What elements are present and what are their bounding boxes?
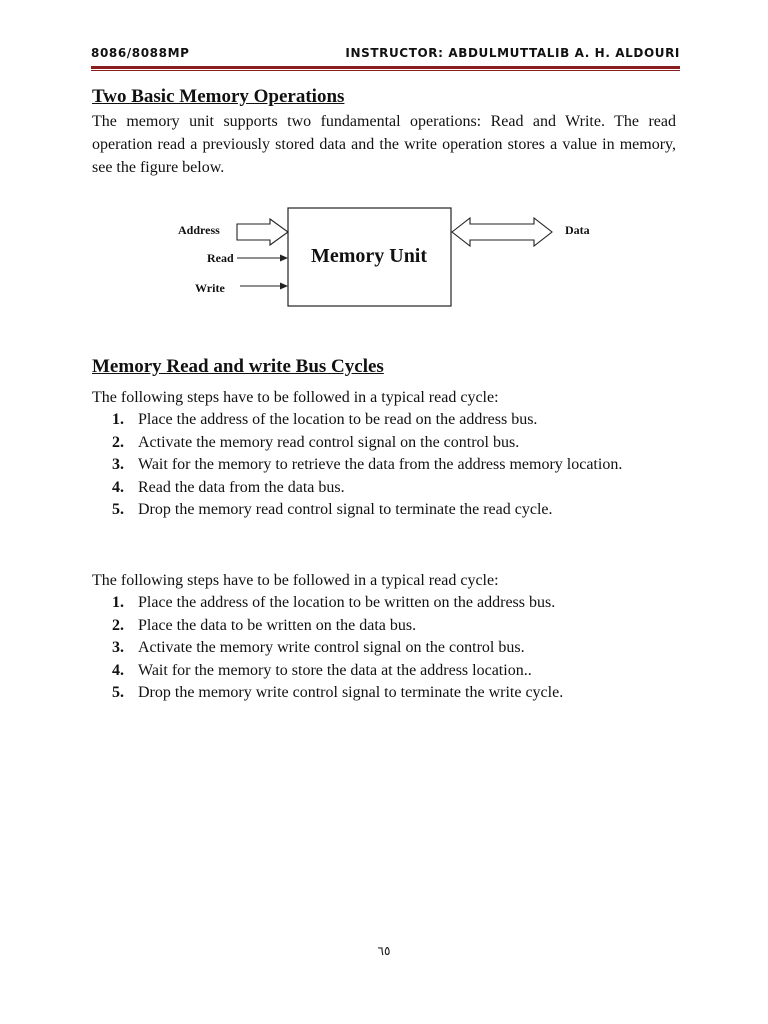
step-number: 2. — [112, 433, 124, 451]
step-number: 1. — [112, 411, 124, 428]
step-text: Place the address of the location to be written on the address bus. — [138, 594, 556, 611]
write-label: Write — [195, 281, 225, 295]
instructor-name: INSTRUCTOR: ABDULMUTTALIB A. H. ALDOURI — [345, 46, 680, 60]
step-text: Read the data from the data bus. — [138, 478, 345, 496]
step-text: Activate the memory read control signal on the control bus. — [138, 433, 520, 451]
step-number: 5. — [112, 684, 124, 702]
list-item — [92, 432, 676, 455]
address-label: Address — [178, 223, 220, 237]
read-arrowhead — [280, 255, 288, 262]
write-arrowhead — [280, 283, 288, 290]
list-item — [92, 660, 676, 683]
list-item — [92, 637, 676, 660]
step-text: Wait for the memory to retrieve the data from the address memory location. — [138, 456, 623, 474]
section-title-memory-operations: Two Basic Memory Operations — [92, 86, 345, 107]
step-number: 3. — [112, 456, 124, 474]
write-cycle-intro: The following steps have to be followed in a typical read cycle: — [92, 572, 499, 589]
list-item — [92, 592, 676, 615]
read-cycle-intro: The following steps have to be followed in a typical read cycle: — [92, 389, 499, 406]
step-text: Place the data to be written on the data bus. — [138, 616, 417, 634]
list-item — [92, 409, 676, 432]
step-number: 5. — [112, 501, 124, 519]
list-item — [92, 499, 676, 522]
course-code: 8086/8088MP — [91, 46, 190, 60]
step-text: Drop the memory read control signal to terminate the read cycle. — [138, 501, 553, 519]
step-number: 4. — [112, 661, 124, 679]
memory-operations-paragraph: The memory unit supports two fundamental operations: Read and Write. The read operation read a previously stored data and the write operation stores a value in memory, see the figure below. — [92, 113, 676, 176]
step-number: 3. — [112, 639, 124, 657]
list-item — [92, 454, 676, 477]
page-number: ٦٥ — [377, 944, 391, 958]
step-text: Wait for the memory to store the data at the address location.. — [138, 661, 532, 679]
memory-unit-label: Memory Unit — [310, 245, 428, 267]
memory-unit-diagram — [0, 0, 768, 330]
step-text: Place the address of the location to be read on the address bus. — [138, 411, 538, 428]
read-label: Read — [207, 251, 234, 265]
data-label: Data — [565, 223, 590, 237]
step-number: 4. — [112, 478, 124, 496]
write-cycle-steps — [92, 592, 676, 705]
data-bus-arrow — [452, 218, 552, 246]
list-item — [92, 682, 676, 705]
read-cycle-steps — [92, 409, 676, 522]
step-text: Drop the memory write control signal to terminate the write cycle. — [138, 684, 564, 702]
step-number: 1. — [112, 594, 124, 611]
step-number: 2. — [112, 616, 124, 634]
address-bus-arrow — [237, 219, 288, 245]
list-item — [92, 615, 676, 638]
step-text: Activate the memory write control signal on the control bus. — [138, 639, 525, 657]
list-item — [92, 477, 676, 500]
section-title-bus-cycles: Memory Read and write Bus Cycles — [92, 356, 384, 377]
